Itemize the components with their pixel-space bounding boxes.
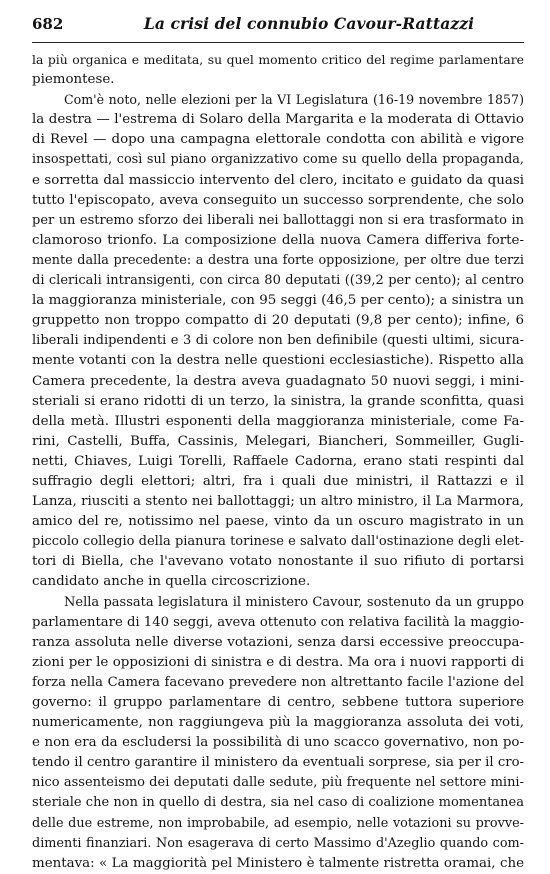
text-line: clamoroso trionfo. La composizione della nuova Camera differiva forte- bbox=[32, 232, 524, 248]
text-line: delle due estreme, non improbabile, ad esempio, nelle votazioni su provve- bbox=[32, 815, 524, 831]
text-line: insospettati, così sul piano organizzativo come su quello della propaganda, bbox=[32, 152, 524, 168]
text-line: per un estremo sforzo dei liberali nei ballottaggi non si era trasformato in bbox=[32, 212, 524, 228]
text-line: governo: il gruppo parlamentare di centro, sebbene tuttora superiore bbox=[32, 695, 524, 710]
text-line: tori di Biella, che l'avevano votato nonostante il suo rifiuto di portarsi bbox=[32, 554, 524, 570]
text-line: liberali indipendenti e 3 di colore non ben definibile (questi ultimi, sicura- bbox=[32, 333, 524, 349]
text-line: zioni per le opposizioni di sinistra e di destra. Ma ora i nuovi rapporti di bbox=[32, 654, 524, 670]
text-line: rini, Castelli, Buffa, Cassinis, Melegari, Biancheri, Sommeiller, Gugli- bbox=[32, 433, 524, 449]
paragraph-start-line: Nella passata legislatura il ministero Cavour, sostenuto da un gruppo bbox=[64, 594, 524, 610]
paragraph-start-line: Com'è noto, nelle elezioni per la VI Legislatura (16-19 novembre 1857) bbox=[64, 92, 524, 108]
page-number: 682 bbox=[32, 15, 64, 33]
text-line: netti, Chiaves, Luigi Torelli, Raffaele Cadorna, erano stati respinti dal bbox=[32, 453, 524, 469]
text-line: e sorretta dal massiccio intervento del clero, incitato e guidato da quasi bbox=[32, 172, 524, 188]
text-line: amico del re, notissimo nel paese, vinto da un oscuro magistrato in un bbox=[32, 514, 524, 530]
text-line: steriale che non in quello di destra, sia nel caso di coalizione momentanea bbox=[32, 795, 524, 811]
text-line: di clericali intransigenti, con circa 80 deputati ((39,2 per cento); al centro bbox=[32, 273, 524, 289]
text-line: suffragio degli elettori; altri, fra i quali due ministri, il Rattazzi e il bbox=[32, 473, 524, 489]
text-line: mente dalla precedente: a destra una forte opposizione, per oltre due terzi bbox=[32, 252, 524, 268]
body-text bbox=[32, 50, 524, 874]
text-line: parlamentare di 140 seggi, aveva ottenuto con relativa facilità la maggio- bbox=[32, 614, 525, 630]
text-line: candidato anche in quella circoscrizione. bbox=[32, 574, 311, 590]
text-line: di Revel — dopo una campagna elettorale condotta con abilità e vigore bbox=[32, 132, 524, 148]
text-line: e non era da escludersi la possibilità di uno scacco governativo, non po- bbox=[32, 735, 524, 751]
text-line: Lanza, riusciti a stento nei ballottaggi; un altro ministro, il La Marmora, bbox=[32, 494, 524, 510]
text-line: gruppetto non troppo compatto di 20 deputati (9,8 per cento); infine, 6 bbox=[32, 313, 524, 329]
text-line: nico assenteismo dei deputati dalle sedute, più frequente nel settore mini- bbox=[32, 775, 524, 791]
text-line: Camera precedente, la destra aveva guadagnato 50 nuovi seggi, i mini- bbox=[32, 373, 524, 389]
text-line: steriali si erano ridotti di un terzo, la sinistra, la grande sconfitta, quasi bbox=[32, 393, 524, 409]
text-line: forza nella Camera facevano prevedere non altrettanto facile l'azione del bbox=[32, 674, 524, 690]
text-line: la maggioranza ministeriale, con 95 seggi (46,5 per cento); a sinistra un bbox=[32, 293, 524, 309]
text-line: mentava: « La maggiorità pel Ministero è talmente ristretta oramai, che bbox=[32, 855, 524, 871]
text-line: numericamente, non raggiungeva più la maggioranza assoluta dei voti, bbox=[32, 715, 524, 731]
text-line: piccolo collegio della pianura torinese e salvato dall'ostinazione degli elet- bbox=[32, 534, 524, 550]
text-line: tutto l'episcopato, aveva conseguito un successo sorprendente, che solo bbox=[32, 192, 524, 208]
text-line: la più organica e meditata, su quel momento critico del regime parlamentare bbox=[32, 52, 524, 67]
text-line: ranza assoluta nelle diverse votazioni, senza darsi eccessive preoccupa- bbox=[32, 634, 524, 650]
text-line: la destra — l'estrema di Solaro della Margarita e la moderata di Ottavio bbox=[32, 112, 524, 128]
text-line: mente votanti con la destra nelle questioni ecclesiastiche). Rispetto alla bbox=[32, 353, 524, 369]
header-rule bbox=[32, 42, 524, 43]
text-line: della metà. Illustri esponenti della maggioranza ministeriale, come Fa- bbox=[32, 413, 524, 429]
running-title: La crisi del connubio Cavour-Rattazzi bbox=[143, 14, 475, 33]
text-line: dimenti finanziari. Non esagerava di certo Massimo d'Azeglio quando com- bbox=[32, 835, 524, 851]
text-line: piemontese. bbox=[32, 72, 115, 88]
page-header bbox=[32, 14, 524, 40]
text-line: tendo il centro garantire il ministero da eventuali sorprese, sia per il cro- bbox=[32, 755, 524, 771]
